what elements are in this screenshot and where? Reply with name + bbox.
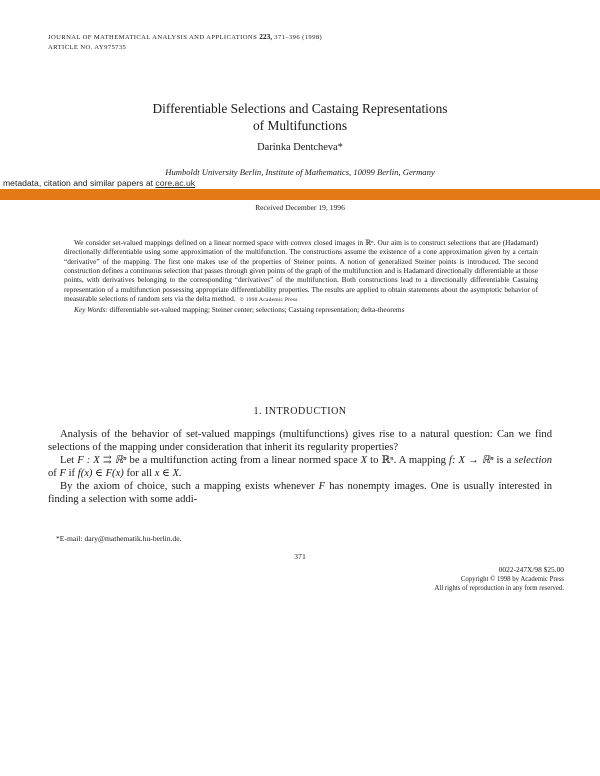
math-F: F — [318, 481, 326, 493]
author: Darinka Dentcheva* — [257, 142, 343, 153]
section-heading: 1. INTRODUCTION — [253, 406, 347, 417]
publisher-copyright: Copyright © 1998 by Academic Press — [460, 575, 564, 583]
abstract-body — [64, 238, 538, 305]
intro-paragraph-1: Analysis of the behavior of set-valued mappings (multifunctions) gives rise to a natural question: Can we find selections of the mapping under consideration that inherit its regularity properties? — [48, 429, 552, 454]
math-condition: f(x) ∈ F(x) — [77, 468, 124, 480]
text-run: be a multifunction acting from a linear normed space — [126, 455, 361, 467]
text-run: for all — [123, 468, 155, 480]
text-run: if — [65, 468, 78, 480]
text-run: is a — [493, 455, 515, 467]
math-mapping: f: X → ℝⁿ — [448, 455, 494, 467]
affiliation: Humboldt University Berlin, Institute of Mathematics, 10099 Berlin, Germany — [165, 167, 435, 177]
core-link[interactable]: core.ac.uk — [155, 178, 196, 188]
text-run: of — [48, 468, 60, 480]
math-domain: x ∈ X. — [154, 468, 182, 480]
core-banner-label: metadata, citation and similar papers at — [3, 178, 153, 188]
journal-volume: 223, — [259, 32, 273, 41]
core-banner-text — [3, 178, 195, 188]
keywords — [64, 305, 538, 314]
abstract-text: We consider set-valued mappings defined on a linear normed space with convex closed images in ℝⁿ. Our aim is to construct selections that are (Hadamard) directionally differentiable using some approximation of the multifunction. The constructions assume the existence of a cone approximation given by a certain “derivative” of the mapping. The first one makes use of the properties of Steiner points. A notion of generalized Steiner points is introduced. The second construction defines a continuous selection that passes through given points of the graph of the multifunction and is Hadamard directionally differentiable at those points, with derivatives belonging to the corresponding “derivatives” of the multifunction. Both constructions lead to a directionally differentiable Castaing representation of a multifunction possessing appropriate differentiability properties. The results are applied to obtain statements about the asymptotic behavior of measurable selections of random sets via the delta method. — [64, 238, 538, 304]
publisher-price: 0022-247X/98 $25.00 — [498, 565, 564, 574]
journal-pages-year: 371–396 (1998) — [274, 34, 323, 41]
keywords-text: differentiable set-valued mapping; Steiner center; selections; Castaing representation; delta-theorems — [109, 305, 405, 315]
paper-title — [40, 100, 560, 134]
abstract — [64, 238, 538, 315]
introduction-text — [48, 428, 552, 507]
keywords-label: Key Words: — [74, 305, 108, 315]
article-no-label: ARTICLE NO. — [48, 44, 93, 51]
math-F: F — [59, 468, 66, 480]
journal-header — [48, 32, 322, 53]
math-space: X — [360, 455, 368, 467]
text-run: By the axiom of choice, such a mapping exists whenever — [60, 481, 319, 493]
core-banner-bar — [0, 189, 600, 200]
title-line-1: Differentiable Selections and Castaing Representations — [152, 101, 448, 116]
intro-paragraph-3 — [48, 480, 552, 506]
text-run: to ℝⁿ. A mapping — [367, 455, 449, 467]
text-run: has nonempty images. One is usually interested in finding a selection with some addi- — [48, 481, 552, 506]
page-number: 371 — [294, 552, 306, 561]
title-line-2: of Multifunctions — [252, 118, 348, 133]
publisher-rights: All rights of reproduction in any form reserved. — [434, 585, 564, 593]
footnote: *E-mail: dary@mathematik.hu-berlin.de. — [56, 534, 182, 543]
math-multifunction: F : X ⇉ ℝⁿ — [77, 455, 127, 467]
intro-paragraph-2 — [48, 454, 552, 480]
article-no: AY975735 — [94, 44, 127, 51]
journal-name: JOURNAL OF MATHEMATICAL ANALYSIS AND APPLICATIONS — [48, 34, 258, 41]
received-date: Received December 19, 1996 — [255, 203, 345, 212]
publisher-info — [240, 565, 564, 594]
text-run: Let — [60, 455, 78, 467]
abstract-copyright: © 1998 Academic Press — [239, 297, 298, 304]
term-selection: selection — [514, 455, 553, 467]
